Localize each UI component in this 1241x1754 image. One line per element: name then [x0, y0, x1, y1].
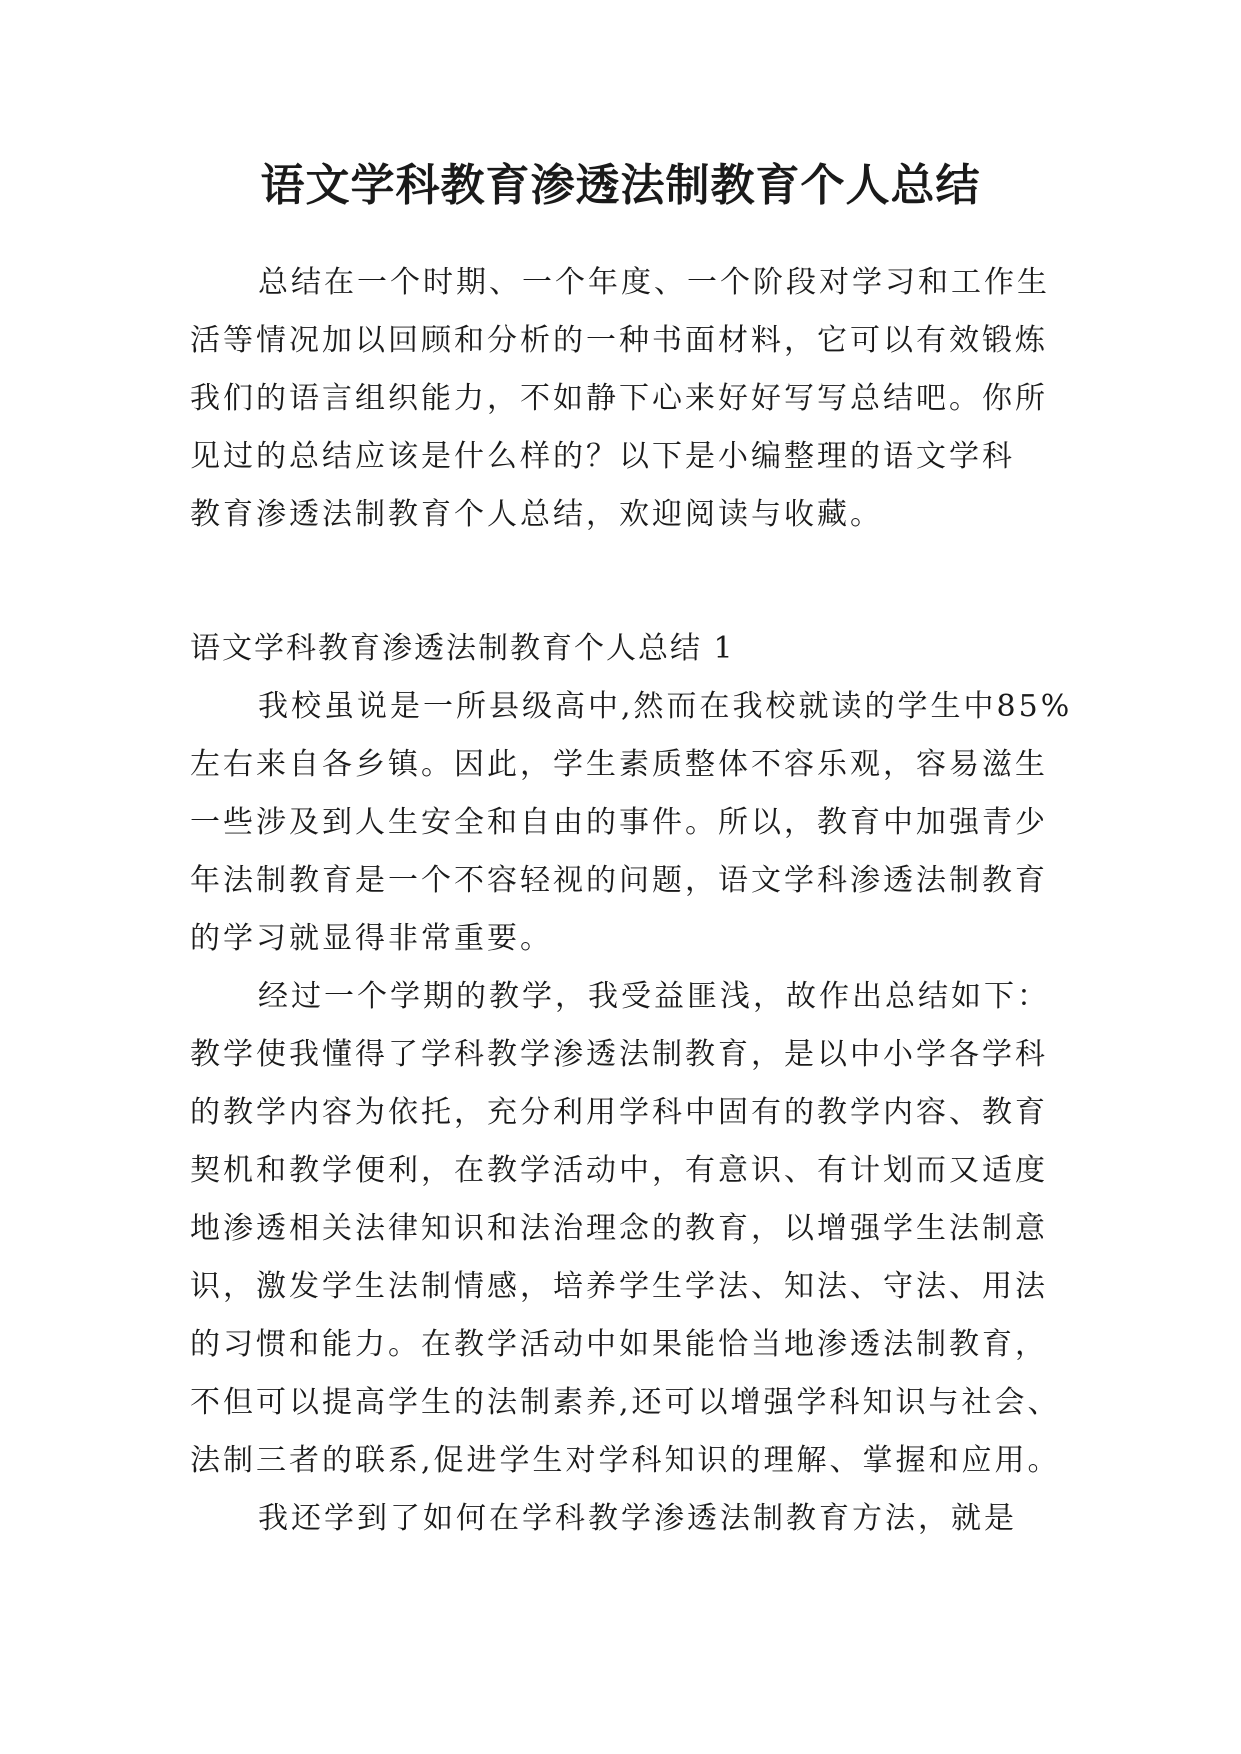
intro-line: 总结在一个时期、一个年度、一个阶段对学习和工作生 — [258, 265, 1050, 300]
paragraph-line: 法制三者的联系,促进学生对学科知识的理解、掌握和应用。 — [190, 1443, 1061, 1478]
paragraph-line: 教学使我懂得了学科教学渗透法制教育，是以中小学各学科 — [190, 1037, 1048, 1072]
paragraph-line: 的学习就显得非常重要。 — [190, 921, 553, 956]
paragraph-line: 识，激发学生法制情感，培养学生学法、知法、守法、用法 — [190, 1269, 1048, 1304]
paragraph-line: 的教学内容为依托，充分利用学科中固有的教学内容、教育 — [190, 1095, 1048, 1130]
paragraph-line: 一些涉及到人生安全和自由的事件。所以，教育中加强青少 — [190, 805, 1048, 840]
paragraph-line: 经过一个学期的教学，我受益匪浅，故作出总结如下： — [258, 979, 1050, 1014]
paragraph-line: 年法制教育是一个不容轻视的问题，语文学科渗透法制教育 — [190, 863, 1048, 898]
paragraph-line: 左右来自各乡镇。因此，学生素质整体不容乐观，容易滋生 — [190, 747, 1048, 782]
paragraph-line: 我还学到了如何在学科教学渗透法制教育方法，就是 — [258, 1501, 1017, 1536]
intro-line: 见过的总结应该是什么样的？以下是小编整理的语文学科 — [190, 439, 1015, 474]
intro-paragraph — [190, 254, 1056, 544]
intro-line: 教育渗透法制教育个人总结，欢迎阅读与收藏。 — [190, 497, 883, 532]
intro-line: 我们的语言组织能力，不如静下心来好好写写总结吧。你所 — [190, 381, 1048, 416]
paragraph-line: 地渗透相关法律知识和法治理念的教育，以增强学生法制意 — [190, 1211, 1048, 1246]
intro-line: 活等情况加以回顾和分析的一种书面材料，它可以有效锻炼 — [190, 323, 1048, 358]
paragraph-line: 的习惯和能力。在教学活动中如果能恰当地渗透法制教育， — [190, 1327, 1048, 1362]
paragraph-line: 不但可以提高学生的法制素养,还可以增强学科知识与社会、 — [190, 1385, 1061, 1420]
paragraph-line: 我校虽说是一所县级高中,然而在我校就读的学生中85% — [258, 689, 1073, 724]
paragraph-1 — [190, 678, 1073, 968]
paragraph-line: 契机和教学便利，在教学活动中，有意识、有计划而又适度 — [190, 1153, 1048, 1188]
paragraph-3 — [190, 1490, 1056, 1548]
page-title: 语文学科教育渗透法制教育个人总结 — [260, 160, 981, 211]
section-heading: 语文学科教育渗透法制教育个人总结 1 — [190, 631, 735, 666]
paragraph-2 — [190, 968, 1061, 1490]
